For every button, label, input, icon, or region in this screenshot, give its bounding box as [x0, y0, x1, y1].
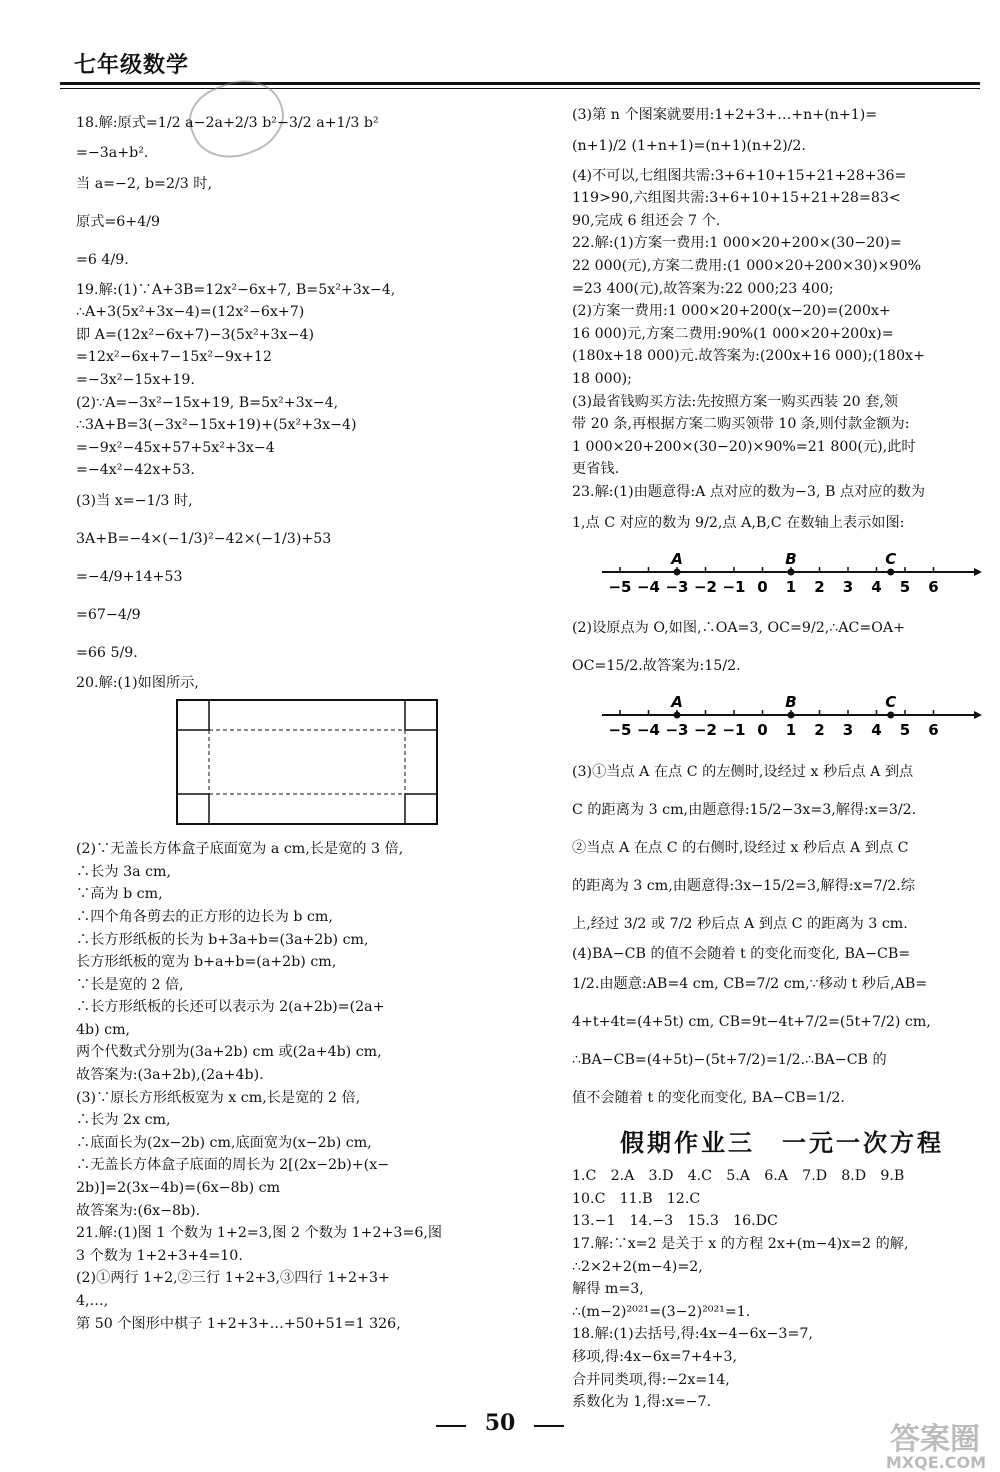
text-line: 4b) cm,: [76, 1021, 131, 1038]
box-net-diagram: [176, 699, 438, 825]
text-line: 合并同类项,得:−2x=14,: [572, 1371, 730, 1388]
text-line: (2)①两行 1+2,②三行 1+2+3,③四行 1+2+3+: [76, 1270, 390, 1287]
point-label: A: [671, 549, 683, 568]
point-label: A: [671, 693, 683, 712]
text-line: 17.解:∵x=2 是关于 x 的方程 2x+(m−4)x=2 的解,: [572, 1236, 909, 1253]
text-line: 4+t+4t=(4+5t) cm, CB=9t−4t+7/2=(5t+7/2) cm,: [572, 1014, 931, 1031]
text-line: 18.解:(1)去括号,得:4x−4−6x−3=7,: [572, 1326, 813, 1343]
text-line: 即 A=(12x²−6x+7)−3(5x²+3x−4): [76, 326, 315, 343]
header-title: 七年级数学: [74, 53, 190, 78]
number-line-1: [602, 548, 982, 600]
text-line: 1.C 2.A 3.D 4.C 5.A 6.A 7.D 8.D 9.B: [572, 1168, 905, 1185]
text-line: 22 000(元),方案二费用:(1 000×20+200×30)×90%: [572, 257, 922, 274]
tick-label: 6: [928, 721, 939, 740]
text-line: 18 000);: [572, 370, 632, 387]
text-line: 两个代数式分别为(3a+2b) cm 或(2a+4b) cm,: [76, 1044, 382, 1061]
text-line: 20.解:(1)如图所示,: [76, 674, 199, 691]
page-footer: [0, 1410, 1000, 1436]
point-label: B: [785, 549, 797, 568]
text-line: 2b)]=2(3x−4b)=(6x−8b) cm: [76, 1180, 281, 1197]
text-line: 3A+B=−4×(−1/3)²−42×(−1/3)+53: [76, 530, 332, 547]
text-line: 第 50 个图形中棋子 1+2+3+…+50+51=1 326,: [76, 1315, 401, 1332]
text-line: (3)∵原长方形纸板宽为 x cm,长是宽的 2 倍,: [76, 1089, 361, 1106]
text-line: =23 400(元),故答案为:22 000;23 400;: [572, 280, 834, 297]
text-line: (2)设原点为 O,如图,∴OA=3, OC=9/2,∴AC=OA+: [572, 620, 906, 637]
tick-label: −2: [693, 721, 718, 740]
axis-arrow: [974, 568, 982, 576]
text-line: OC=15/2.故答案为:15/2.: [572, 658, 741, 675]
point-C: [887, 568, 894, 575]
text-line: 1 000×20+200×(30−20)×90%=21 800(元),此时: [572, 438, 916, 455]
text-line: ∴2×2+2(m−4)=2,: [572, 1258, 703, 1275]
point-A: [674, 568, 681, 575]
header-rule-thick: [60, 82, 980, 85]
left-column: [76, 104, 516, 1335]
tick-label: −1: [722, 577, 746, 596]
text-line: 22.解:(1)方案一费用:1 000×20+200×(30−20)=: [572, 235, 902, 252]
tick-label: −5: [608, 721, 632, 740]
header-rule-thin: [60, 88, 980, 89]
text-line: 值不会随着 t 的变化而变化, BA−CB=1/2.: [572, 1090, 845, 1107]
text-line: 原式=6+4/9: [76, 213, 161, 230]
text-line: =−4/9+14+53: [76, 568, 183, 585]
tick-label: 0: [757, 721, 768, 740]
tick-label: 1: [785, 721, 797, 740]
point-A: [674, 712, 681, 719]
footer-dash-right: [534, 1425, 564, 1427]
text-line: 当 a=−2, b=2/3 时,: [76, 175, 212, 192]
point-label: C: [885, 693, 897, 712]
tick-label: −3: [665, 721, 689, 740]
number-line-figure-2: [602, 691, 992, 751]
text-line: (2)∵A=−3x²−15x+19, B=5x²+3x−4,: [76, 394, 339, 411]
text-line: 长方形纸板的宽为 b+a+b=(a+2b) cm,: [76, 954, 337, 971]
tick-label: −4: [636, 577, 661, 596]
tick-label: −4: [636, 721, 661, 740]
text-line: 解得 m=3,: [572, 1281, 644, 1298]
text-line: 119>90,六组图共需:3+6+10+15+21+28=83<: [572, 190, 901, 207]
tick-label: 3: [842, 577, 854, 596]
tick-label: −5: [608, 577, 632, 596]
text-line: (180x+18 000)元.故答案为:(200x+16 000);(180x+: [572, 348, 925, 365]
tick-label: −3: [665, 577, 689, 596]
text-line: 系数化为 1,得:x=−7.: [572, 1394, 712, 1411]
text-line: =67−4/9: [76, 606, 141, 623]
point-C: [887, 712, 894, 719]
text-line: 故答案为:(6x−8b).: [76, 1202, 201, 1219]
text-line: =66 5/9.: [76, 644, 138, 661]
text-line: =−3x²−15x+19.: [76, 371, 195, 388]
tick-label: 2: [814, 721, 825, 740]
text-line: 19.解:(1)∵A+3B=12x²−6x+7, B=5x²+3x−4,: [76, 281, 396, 298]
tick-label: 4: [871, 721, 882, 740]
point-label: B: [785, 693, 797, 712]
number-line-2: [602, 691, 982, 743]
text-line: 16 000)元,方案二费用:90%(1 000×20+200x)=: [572, 325, 894, 342]
text-line: (3)最省钱购买方法:先按照方案一购买西装 20 套,领: [572, 393, 899, 410]
text-line: =12x²−6x+7−15x²−9x+12: [76, 349, 272, 366]
text-line: 10.C 11.B 12.C: [572, 1190, 701, 1207]
text-line: 90,完成 6 组还会 7 个.: [572, 212, 721, 229]
text-line: =−3a+b².: [76, 145, 149, 161]
point-label: C: [885, 549, 897, 568]
text-line: 23.解:(1)由题意得:A 点对应的数为−3, B 点对应的数为: [572, 483, 926, 500]
text-line: ②当点 A 在点 C 的右侧时,设经过 x 秒后点 A 到点 C: [572, 839, 909, 856]
tick-label: 3: [842, 721, 854, 740]
text-line: ∵长是宽的 2 倍,: [76, 976, 184, 993]
tick-label: −1: [722, 721, 746, 740]
text-line: 18.解:原式=1/2 a−2a+2/3 b²−3/2 a+1/3 b²: [76, 115, 379, 131]
point-B: [788, 568, 795, 575]
page-header: [60, 48, 980, 92]
footer-dash-left: [436, 1425, 466, 1427]
watermark-url: MXQE.COM: [885, 1453, 986, 1472]
tick-label: 5: [899, 721, 911, 740]
tick-label: −2: [693, 577, 718, 596]
text-line: (3)①当点 A 在点 C 的左侧时,设经过 x 秒后点 A 到点: [572, 763, 914, 780]
section-title: 假期作业三 一元一次方程: [620, 1129, 944, 1158]
text-line: =6 4/9.: [76, 251, 129, 268]
text-line: ∴无盖长方体盒子底面的周长为 2[(2x−2b)+(x−: [76, 1157, 390, 1174]
text-line: (3)当 x=−1/3 时,: [76, 492, 193, 509]
text-line: (2)∵无盖长方体盒子底面宽为 a cm,长是宽的 3 倍,: [76, 841, 404, 858]
text-line: (4)不可以,七组图共需:3+6+10+15+21+28+36=: [572, 167, 907, 184]
text-line: 4,…,: [76, 1293, 109, 1309]
text-line: 21.解:(1)图 1 个数为 1+2=3,图 2 个数为 1+2+3=6,图: [76, 1225, 443, 1242]
tick-label: 0: [757, 577, 768, 596]
number-line-figure-1: [602, 548, 992, 608]
text-line: 上,经过 3/2 或 7/2 秒后点 A 到点 C 的距离为 3 cm.: [572, 915, 908, 932]
text-line: ∴四个角各剪去的正方形的边长为 b cm,: [76, 908, 333, 925]
watermark-logo: 答案圈: [890, 1422, 980, 1457]
text-line: 3 个数为 1+2+3+4=10.: [76, 1247, 243, 1264]
text-line: ∴A+3(5x²+3x−4)=(12x²−6x+7): [76, 304, 305, 321]
text-line: ∴长方形纸板的长还可以表示为 2(a+2b)=(2a+: [76, 999, 385, 1016]
tick-label: 5: [899, 577, 911, 596]
text-line: ∴长为 3a cm,: [76, 863, 171, 880]
tick-label: 2: [814, 577, 825, 596]
tick-label: 1: [785, 577, 797, 596]
point-B: [788, 712, 795, 719]
text-line: =−9x²−45x+57+5x²+3x−4: [76, 439, 275, 456]
text-line: ∴底面长为(2x−2b) cm,底面宽为(x−2b) cm,: [76, 1134, 372, 1151]
text-line: C 的距离为 3 cm,由题意得:15/2−3x=3,解得:x=3/2.: [572, 801, 917, 818]
text-line: ∵高为 b cm,: [76, 886, 163, 903]
text-line: 13.−1 14.−3 15.3 16.DC: [572, 1213, 778, 1230]
text-line: (4)BA−CB 的值不会随着 t 的变化而变化, BA−CB=: [572, 945, 911, 962]
text-line: 故答案为:(3a+2b),(2a+4b).: [76, 1067, 264, 1084]
text-line: ∴长为 2x cm,: [76, 1112, 171, 1129]
text-line: 移项,得:4x−6x=7+4+3,: [572, 1349, 738, 1366]
text-line: 的距离为 3 cm,由题意得:3x−15/2=3,解得:x=7/2.综: [572, 877, 916, 894]
text-line: ∴(m−2)²⁰²¹=(3−2)²⁰²¹=1.: [572, 1303, 751, 1320]
text-line: 1/2.由题意:AB=4 cm, CB=7/2 cm,∵移动 t 秒后,AB=: [572, 976, 928, 993]
text-line: 1,点 C 对应的数为 9/2,点 A,B,C 在数轴上表示如图:: [572, 514, 905, 531]
text-line: 带 20 条,再根据方案二购买领带 10 条,则付款金额为:: [572, 416, 910, 433]
text-line: ∴长方形纸板的长为 b+3a+b=(3a+2b) cm,: [76, 931, 369, 948]
text-line: (2)方案一费用:1 000×20+200(x−20)=(200x+: [572, 303, 891, 320]
text-line: =−4x²−42x+53.: [76, 462, 195, 479]
text-line: (3)第 n 个图案就要用:1+2+3+…+n+(n+1)=: [572, 107, 878, 123]
axis-arrow: [974, 711, 982, 719]
box-net-figure: [176, 699, 516, 833]
tick-label: 4: [871, 577, 882, 596]
text-line: ∴BA−CB=(4+5t)−(5t+7/2)=1/2.∴BA−CB 的: [572, 1052, 887, 1069]
text-line: (n+1)/2 (1+n+1)=(n+1)(n+2)/2.: [572, 137, 806, 154]
text-line: 更省钱.: [572, 461, 620, 478]
text-line: ∴3A+B=3(−3x²−15x+19)+(5x²+3x−4): [76, 417, 357, 434]
tick-label: 6: [928, 577, 939, 596]
right-column: [572, 104, 992, 1414]
page-number: 50: [484, 1410, 516, 1436]
